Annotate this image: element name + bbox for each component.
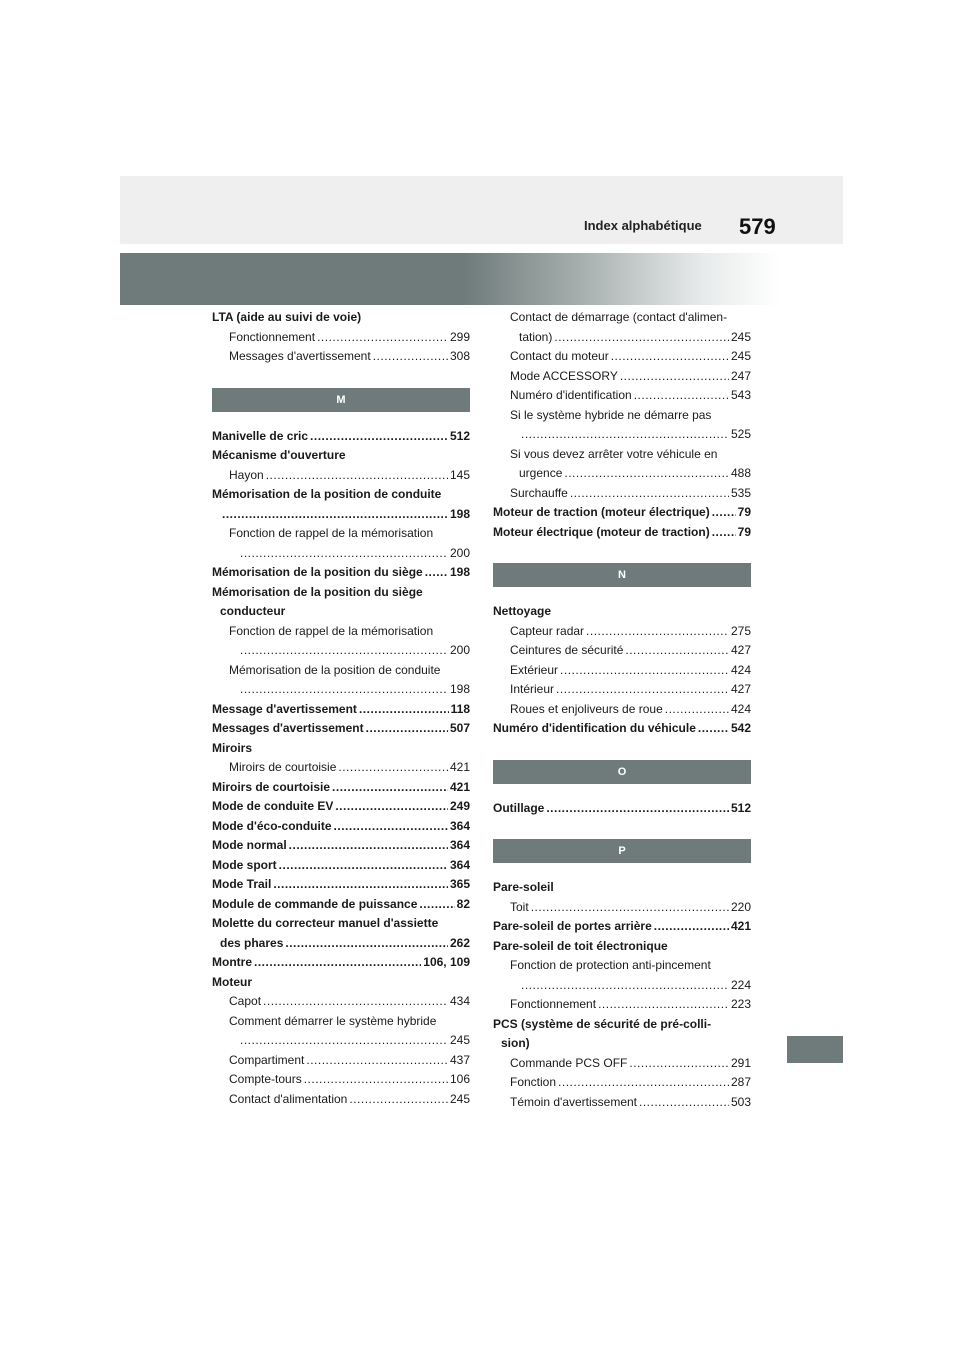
index-entry-page: 503 [730, 1094, 751, 1109]
index-entry [493, 878, 751, 898]
index-entry-page: 118 [450, 701, 470, 716]
index-entry [212, 466, 470, 486]
index-entry-page: 106 [449, 1072, 470, 1086]
index-entry-page: 364 [449, 857, 470, 872]
dot-leader [586, 622, 729, 642]
index-entry-page: 364 [449, 838, 470, 852]
index-entry-label: Témoin d'avertissement [510, 1094, 638, 1109]
index-entry-label: Montre [212, 955, 252, 969]
index-entry-page: 249 [449, 799, 470, 813]
index-entry [212, 934, 470, 954]
index-entry [212, 739, 470, 759]
dot-leader [332, 778, 448, 798]
index-entry [212, 485, 470, 505]
index-entry [493, 937, 751, 957]
index-entry [493, 680, 751, 700]
index-entry-label: Fonction de rappel de la mémorisation [229, 623, 434, 638]
index-entry-label: Miroirs [212, 740, 253, 755]
index-entry [493, 308, 751, 328]
index-entry-label: Numéro d'identification [510, 388, 632, 402]
index-entry-label: urgence [519, 466, 563, 480]
index-entry-page: 220 [730, 899, 751, 914]
index-entry [212, 875, 470, 895]
index-entry-page: 275 [730, 623, 751, 638]
index-entry [493, 484, 751, 504]
index-entry-page: 421 [449, 779, 470, 794]
dot-leader [521, 976, 729, 996]
index-entry [212, 446, 470, 466]
index-entry-page: 245 [730, 349, 751, 363]
index-entry-page: 82 [456, 896, 470, 911]
dot-leader [349, 1090, 448, 1110]
dot-leader [654, 917, 729, 937]
index-entry-page: 287 [730, 1075, 751, 1089]
dot-leader [419, 895, 454, 915]
dot-leader [306, 1051, 448, 1071]
index-entry [493, 1073, 751, 1093]
index-entry-label: Surchauffe [510, 485, 568, 500]
index-entry-label: Contact du moteur [510, 349, 609, 363]
index-entry [212, 797, 470, 817]
dot-leader [625, 641, 729, 661]
index-entry-page: 79 [737, 524, 751, 539]
index-entry-label: Mode sport [212, 857, 277, 872]
index-entry [493, 328, 751, 348]
index-entry-page: 421 [449, 760, 470, 774]
index-entry-label: Mode ACCESSORY [510, 368, 618, 383]
index-entry [493, 523, 751, 543]
index-entry-label: Mémorisation de la position de conduite [212, 487, 442, 501]
index-entry-page: 421 [730, 919, 751, 933]
dot-leader [310, 427, 448, 447]
index-entry [212, 641, 470, 661]
index-entry [493, 956, 751, 976]
index-entry [212, 1090, 470, 1110]
index-entry-label: Miroirs de courtoisie [229, 760, 337, 774]
index-entry-page: 488 [730, 466, 751, 480]
index-entry-page: 198 [449, 682, 470, 696]
dot-leader [570, 484, 729, 504]
dot-leader [564, 464, 729, 484]
dot-leader [556, 680, 729, 700]
index-entry-label: Si vous devez arrêter votre véhicule en [510, 446, 718, 461]
index-entry-page: 507 [449, 721, 470, 735]
index-entry [493, 917, 751, 937]
section-letter-heading: N [493, 563, 751, 587]
index-entry [212, 583, 470, 603]
index-entry [212, 1031, 470, 1051]
index-entry [212, 308, 470, 328]
index-entry-label: Fonction de rappel de la mémorisation [229, 526, 434, 540]
index-entry-page: 245 [449, 1091, 470, 1106]
dot-leader [335, 797, 448, 817]
index-entry [212, 700, 470, 720]
index-entry-page: 223 [730, 997, 751, 1011]
index-entry [212, 914, 470, 934]
index-entry-page: 200 [449, 643, 470, 657]
dot-leader [359, 700, 449, 720]
index-entry [493, 661, 751, 681]
dot-leader [665, 700, 729, 720]
index-entry [493, 641, 751, 661]
dot-leader [273, 875, 448, 895]
dot-leader [531, 898, 729, 918]
index-entry-page: 424 [730, 701, 751, 716]
index-entry-label: Extérieur [510, 662, 559, 677]
index-entry-label: sion) [501, 1036, 530, 1050]
dot-leader [620, 367, 729, 387]
index-entry-label: Ceintures de sécurité [510, 643, 624, 657]
index-entry [493, 347, 751, 367]
page-header-title: Index alphabétique [584, 218, 702, 233]
index-entry [493, 898, 751, 918]
index-entry-label: Pare-soleil [493, 880, 554, 894]
dot-leader [334, 817, 448, 837]
dot-leader [546, 799, 729, 819]
index-entry-page: 200 [449, 545, 470, 560]
index-entry-label: Mémorisation de la position du siège [212, 584, 423, 599]
index-entry-label: Fonction [510, 1075, 557, 1089]
index-entry [493, 1054, 751, 1074]
dot-leader [366, 719, 448, 739]
dot-leader [240, 680, 448, 700]
index-entry-page: 106, 109 [423, 955, 470, 969]
index-entry-label: Fonction de protection anti-pincement [510, 958, 711, 972]
dot-leader [304, 1070, 448, 1090]
index-entry-label: Message d'avertissement [212, 701, 357, 716]
index-entry [212, 953, 470, 973]
dot-leader [222, 505, 448, 525]
index-column-left [212, 308, 470, 1109]
index-entry-page: 365 [449, 877, 470, 891]
dot-leader [560, 661, 729, 681]
index-entry-label: Fonctionnement [510, 997, 597, 1011]
index-entry [212, 719, 470, 739]
index-entry [493, 445, 751, 465]
index-entry-label: Contact de démarrage (contact d'alimen- [510, 310, 728, 324]
page-number: 579 [739, 214, 776, 239]
index-entry [212, 563, 470, 583]
dot-leader [240, 544, 448, 564]
index-entry [493, 602, 751, 622]
index-entry [493, 622, 751, 642]
index-entry-label: Comment démarrer le système hybride [229, 1013, 437, 1028]
index-entry-label: Manivelle de cric [212, 428, 309, 443]
index-entry-label: Mode Trail [212, 877, 272, 891]
index-entry [212, 992, 470, 1012]
index-entry [493, 386, 751, 406]
index-entry-page: 535 [730, 485, 751, 500]
index-entry-page: 437 [449, 1052, 470, 1067]
index-entry-label: Messages d'avertissement [229, 349, 371, 363]
dot-leader [240, 641, 448, 661]
section-letter-heading: P [493, 839, 751, 863]
index-entry-label: Capteur radar [510, 623, 585, 638]
dot-leader [521, 425, 729, 445]
index-entry [212, 895, 470, 915]
index-entry-page: 364 [449, 818, 470, 833]
index-entry [493, 995, 751, 1015]
index-entry-label: Compte-tours [229, 1072, 302, 1086]
index-entry-label: Capot [229, 994, 262, 1008]
index-entry-label: Roues et enjoliveurs de roue [510, 701, 663, 716]
index-entry [212, 758, 470, 778]
index-entry-page: 525 [730, 427, 751, 441]
index-entry-page: 224 [730, 977, 751, 992]
index-entry-label: Si le système hybride ne démarre pas [510, 407, 712, 422]
index-entry-label: Miroirs de courtoisie [212, 779, 331, 794]
dot-leader [373, 347, 448, 367]
index-entry [493, 1093, 751, 1113]
index-entry [212, 524, 470, 544]
index-entry-page: 198 [449, 506, 470, 521]
dot-leader [712, 523, 736, 543]
index-entry-label: Toit [510, 899, 529, 914]
index-entry [212, 778, 470, 798]
index-entry [212, 602, 470, 622]
index-entry [212, 505, 470, 525]
index-entry-label: Mode d'éco-conduite [212, 818, 332, 833]
index-entry-page: 434 [449, 994, 470, 1008]
dot-leader [598, 995, 729, 1015]
index-entry-label: Messages d'avertissement [212, 721, 364, 735]
dot-leader [629, 1054, 729, 1074]
index-entry [493, 976, 751, 996]
index-entry-label: Module de commande de puissance [212, 896, 418, 911]
index-entry-label: Pare-soleil de portes arrière [493, 919, 652, 933]
index-entry-page: 512 [449, 428, 470, 443]
index-entry-page: 424 [730, 662, 751, 677]
index-entry-page: 299 [449, 329, 470, 344]
index-entry [493, 719, 751, 739]
index-entry [493, 464, 751, 484]
dot-leader [698, 719, 729, 739]
index-entry-page: 79 [737, 505, 751, 519]
index-entry-page: 427 [730, 682, 751, 696]
index-entry [212, 836, 470, 856]
index-entry-label: Numéro d'identification du véhicule [493, 721, 696, 735]
index-entry [212, 973, 470, 993]
index-entry-page: 247 [730, 368, 751, 383]
index-entry-page: 542 [730, 721, 751, 735]
index-entry [493, 503, 751, 523]
index-entry-page: 427 [730, 643, 751, 657]
index-entry-label: Nettoyage [493, 604, 552, 618]
index-entry-label: Fonctionnement [229, 329, 316, 344]
index-entry-label: LTA (aide au suivi de voie) [212, 310, 362, 324]
index-entry-page: 543 [730, 388, 751, 402]
index-entry [493, 1034, 751, 1054]
index-entry-label: Mécanisme d'ouverture [212, 448, 346, 462]
index-entry-page: 291 [730, 1055, 751, 1070]
index-entry-label: Outillage [493, 800, 545, 815]
dot-leader [712, 503, 736, 523]
header-band [120, 176, 843, 244]
dot-leader [266, 466, 448, 486]
index-entry [212, 622, 470, 642]
index-entry-page: 145 [449, 467, 470, 482]
index-entry-label: PCS (système de sécurité de pré-colli- [493, 1016, 712, 1031]
index-entry-label: Mode normal [212, 838, 287, 852]
index-entry [493, 1015, 751, 1035]
dot-leader [279, 856, 448, 876]
section-gradient-bar [120, 253, 780, 305]
dot-leader [611, 347, 729, 367]
index-entry [493, 406, 751, 426]
section-letter-heading: O [493, 760, 751, 784]
index-entry-label: Hayon [229, 467, 264, 482]
index-entry-label: Commande PCS OFF [510, 1055, 628, 1070]
index-entry [212, 347, 470, 367]
index-column-right [493, 308, 751, 1112]
index-entry-label: Moteur [212, 974, 252, 989]
index-entry-label: tation) [519, 329, 553, 344]
index-entry [493, 425, 751, 445]
chapter-thumb-tab [787, 1036, 843, 1063]
index-entry-label: Contact d'alimentation [229, 1091, 348, 1106]
index-entry [212, 1070, 470, 1090]
dot-leader [634, 386, 729, 406]
index-entry [212, 680, 470, 700]
index-entry-label: Mémorisation de la position du siège [212, 565, 423, 579]
dot-leader [425, 563, 448, 583]
dot-leader [558, 1073, 729, 1093]
dot-leader [254, 953, 421, 973]
dot-leader [554, 328, 729, 348]
index-entry-page: 512 [730, 800, 751, 815]
index-entry-label: Mode de conduite EV [212, 799, 334, 813]
index-entry-label: Moteur électrique (moteur de traction) [493, 524, 710, 539]
index-entry [212, 661, 470, 681]
index-entry-label: Intérieur [510, 682, 555, 696]
index-entry-label: Moteur de traction (moteur électrique) [493, 505, 710, 519]
dot-leader [317, 328, 448, 348]
index-entry-page: 308 [449, 349, 470, 363]
index-entry [493, 799, 751, 819]
dot-leader [285, 934, 448, 954]
dot-leader [263, 992, 448, 1012]
index-entry-label: Pare-soleil de toit électronique [493, 938, 668, 953]
index-entry [493, 367, 751, 387]
index-entry-label: Compartiment [229, 1052, 305, 1067]
index-entry [212, 1051, 470, 1071]
index-entry [212, 328, 470, 348]
index-entry-label: Molette du correcteur manuel d'assiette [212, 916, 439, 930]
index-entry-page: 262 [449, 935, 470, 950]
index-entry [212, 1012, 470, 1032]
index-entry [212, 544, 470, 564]
index-entry [493, 700, 751, 720]
index-entry-page: 198 [449, 565, 470, 579]
dot-leader [240, 1031, 448, 1051]
index-entry-label: des phares [220, 935, 284, 950]
dot-leader [639, 1093, 729, 1113]
index-entry-label: conducteur [220, 604, 286, 618]
section-letter-heading: M [212, 388, 470, 412]
index-entry-page: 245 [449, 1033, 470, 1047]
index-entry [212, 427, 470, 447]
index-entry-page: 245 [730, 329, 751, 344]
index-entry [212, 856, 470, 876]
dot-leader [338, 758, 448, 778]
index-entry-label: Mémorisation de la position de conduite [229, 662, 441, 677]
dot-leader [289, 836, 448, 856]
index-entry [212, 817, 470, 837]
